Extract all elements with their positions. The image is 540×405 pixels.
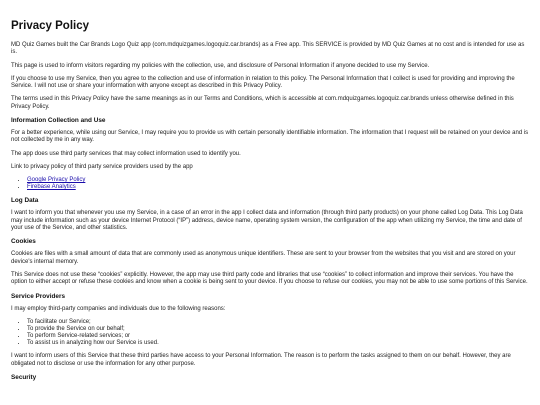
providers-paragraph: I may employ third-party companies and individuals due to the following reasons: bbox=[11, 305, 226, 312]
providers-closing-paragraph: I want to inform users of this Service that these third parties have access to your Personal Information. The reason is to perform the tasks assigned to them on our behalf. However, they are obligated not to disclose or use the information for any other purpose. bbox=[11, 353, 511, 367]
info-paragraph: Link to privacy policy of third party service providers used by the app bbox=[11, 163, 193, 170]
section-heading-service-providers: Service Providers bbox=[11, 292, 65, 300]
list-item: • To provide the Service on our behalf; bbox=[27, 326, 529, 333]
log-data-paragraph: I want to inform you that whenever you use my Service, in a case of an error in the app I collect data and information (through third party products) on your phone called Log Data. This Log Data may include information such as your device Internet Protocol (“IP”) address, device name, operating system version, the configuration of the app when utilizing my Service, the time and date of your use of the Service, and other statistics. bbox=[11, 210, 523, 232]
info-paragraph: For a better experience, while using our Service, I may require you to provide us with certain personally identifiable information. The information that I request will be retained on your device and is not collected by me in any way. bbox=[11, 130, 529, 144]
cookies-paragraph: This Service does not use these “cookies” explicitly. However, the app may use third party code and libraries that use “cookies” to collect information and improve their services. You have the option to either accept or refuse these cookies and know when a cookie is being sent to your device. If you choose to refuse our cookies, you may not be able to use some portions of this Service. bbox=[11, 271, 528, 286]
list-item: • To assist us in analyzing how our Service is used. bbox=[27, 340, 529, 347]
section-heading-cookies: Cookies bbox=[11, 238, 36, 246]
firebase-analytics-link[interactable]: Firebase Analytics bbox=[27, 184, 76, 191]
google-privacy-policy-link[interactable]: Google Privacy Policy bbox=[27, 177, 86, 184]
section-heading-security: Security bbox=[11, 373, 37, 381]
providers-reasons-list bbox=[11, 319, 529, 347]
section-heading-log-data: Log Data bbox=[11, 197, 39, 205]
list-item bbox=[27, 177, 529, 184]
list-item: • To perform Service-related services; or bbox=[27, 333, 529, 340]
cookies-paragraph: Cookies are files with a small amount of data that are commonly used as anonymous unique identifiers. These are sent to your browser from the websites that you visit and are stored on your device's internal memory. bbox=[11, 251, 516, 265]
intro-paragraph: This page is used to inform visitors regarding my policies with the collection, use, and disclosure of Personal Information if anyone decided to use my Service. bbox=[11, 62, 430, 69]
info-paragraph: The app does use third party services that may collect information used to identify you. bbox=[11, 150, 241, 157]
intro-paragraph: MD Quiz Games built the Car Brands Logo Quiz app (com.mdquizgames.logoquiz.car.brands) as a Free app. This SERVICE is provided by MD Quiz Games at no cost and is intended for use as is. bbox=[11, 42, 525, 56]
list-item bbox=[27, 184, 529, 191]
intro-paragraph: If you choose to use my Service, then you agree to the collection and use of information in relation to this policy. The Personal Information that I collect is used for providing and improving the Service. I will not use or share your information with anyone except as described in this Privacy Policy. bbox=[11, 75, 515, 90]
page-title: Privacy Policy bbox=[11, 20, 89, 32]
section-heading-information-collection: Information Collection and Use bbox=[11, 117, 106, 125]
intro-paragraph: The terms used in this Privacy Policy have the same meanings as in our Terms and Conditions, which is accessible at com.mdquizgames.logoquiz.car.brands unless otherwise defined in this Privacy Policy. bbox=[11, 96, 514, 110]
list-item: • To facilitate our Service; bbox=[27, 319, 529, 326]
third-party-links-list bbox=[11, 177, 529, 191]
